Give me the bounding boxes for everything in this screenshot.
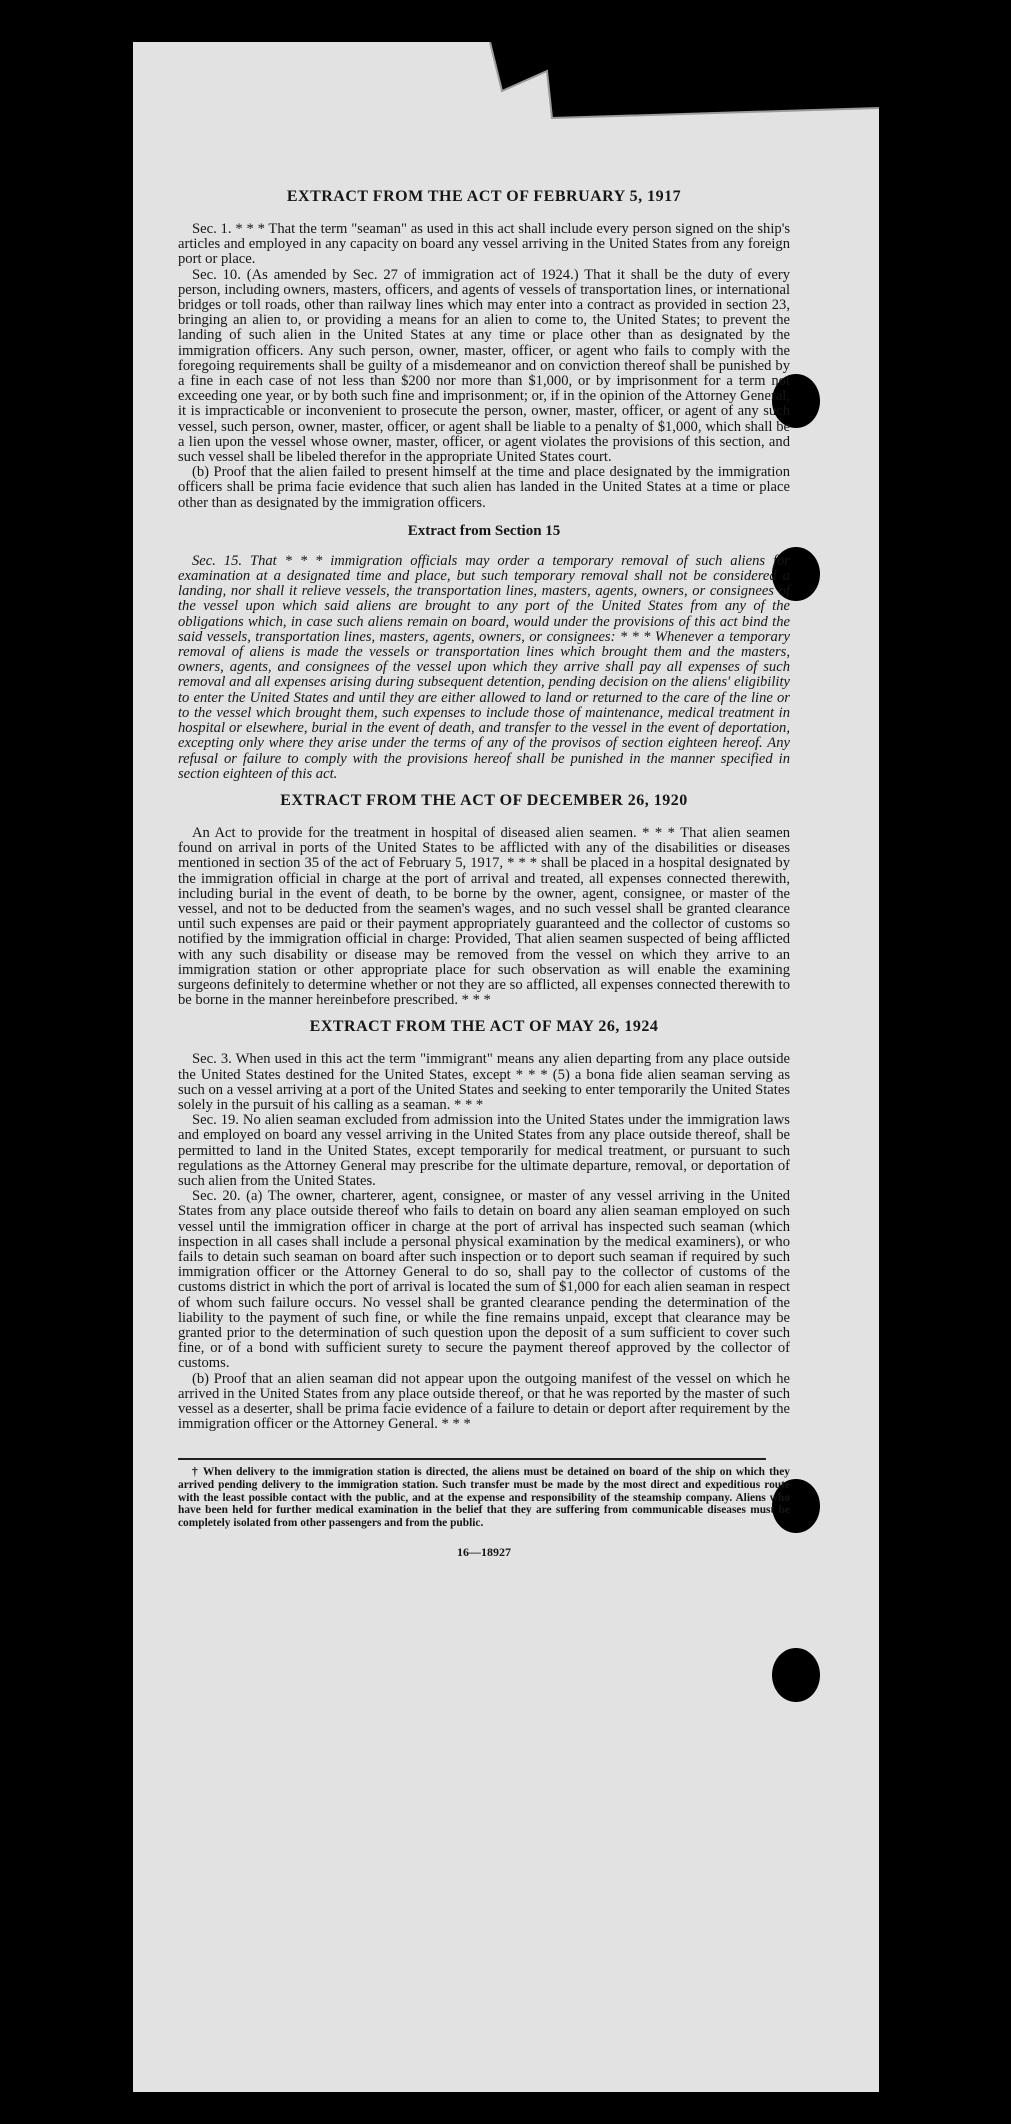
punch-hole xyxy=(772,1648,820,1702)
heading-act-1920: EXTRACT FROM THE ACT OF DECEMBER 26, 1920 xyxy=(280,791,688,809)
section-15-text: Sec. 15. That * * * immigration officials may order a temporary removal of such aliens for examination at a designated time and place, but such temporary removal shall not be considered a landing, nor shall it relieve vessels, the transportation lines, masters, agents, owners, or consignees of the vessel upon which said aliens are brought to any port of the United States from any of the obligations which, in case such aliens remain on board, would under the provisions of this act bind the said vessels, transportation lines, masters, agents, owners, or consignees: * * * Whenever a temporary removal of aliens is made the vessels or transportation lines which brought them and the masters, owners, agents, and consignees of the vessel upon which they arrive shall pay all expenses of such removal and all expenses arising during subsequent detention, pending decision on the aliens' eligibility to enter the United States and until they are either allowed to land or returned to the care of the line or to the vessel which brought them, such expenses to include those of maintenance, medical treatment in hospital or elsewhere, burial in the event of death, and transfer to the vessel in the event of deportation, excepting only where they arise under the terms of any of the provisos of section eighteen hereof. Any refusal or failure to comply with the provisions hereof shall be punished in the manner specified in section eighteen of this act. xyxy=(178,552,790,782)
act-1920-text: An Act to provide for the treatment in hospital of diseased alien seamen. * * * That alien seamen found on arrival in ports of the United States to be afflicted with any of the disabilities or diseases mentioned in section 35 of the act of February 5, 1917, * * * shall be placed in a hospital designated by the immigration official in charge at the port of arrival and treated, all expenses connected therewith, including burial in the event of death, to be borne by the owner, agent, consignee, or master of the vessel, and not to be deducted from the seamen's wages, and no such vessel shall be granted clearance until such expenses are paid or their payment appropriately guaranteed and the collector of customs so notified by the immigration official in charge: Provided, That alien seamen suspected of being afflicted with any such disability or disease may be removed from the vessel on which they arrive to an immigration station or other appropriate place for such observation as will enable the examining surgeons definitely to determine whether or not they are so afflicted, all expenses connected therewith to be borne in the manner hereinbefore prescribed. * * * xyxy=(178,824,790,1009)
footnote-text: † When delivery to the immigration station is directed, the aliens must be detained on board of the ship on which they arrived pending delivery to the immigration station. Such transfer must be made by the most direct and expeditious route with the least possible contact with the public, and at the expense and responsibility of the steamship company. Aliens who have been held for further medical examination in the belief that they are suffering from communicable diseases must be completely isolated from other passengers and from the public. xyxy=(178,1466,790,1529)
document-body xyxy=(178,178,790,1560)
form-code: 16—18927 xyxy=(457,1545,511,1560)
section-10b-text: (b) Proof that the alien failed to present himself at the time and place designated by the immigration officers shall be prima facie evidence that such alien has landed in the United States at a time or place other than as designated by the immigration officers. xyxy=(178,464,790,511)
section-20b-text: (b) Proof that an alien seaman did not appear upon the outgoing manifest of the vessel on which he arrived in the United States from any place outside thereof, or that he was reported by the master of such vessel as a deserter, shall be prima facie evidence of a failure to detain or deport after requirement by the immigration officer or the Attorney General. * * * xyxy=(178,1370,790,1433)
heading-section-15: Extract from Section 15 xyxy=(407,522,561,539)
section-10-text: Sec. 10. (As amended by Sec. 27 of immigration act of 1924.) That it shall be the duty of every person, including owners, masters, officers, and agents of vessels of transportation lines, or international bridges or toll roads, other than railway lines which may enter into a contract as provided in section 23, bringing an alien to, or providing a means for an alien to come to, the United States; to prevent the landing of such alien in the United States at any time or place other than as designated by the immigration officers. Any such person, owner, master, officer, or agent who fails to comply with the foregoing requirements shall be guilty of a misdemeanor and on conviction thereof shall be punished by a fine in each case of not less than $200 nor more than $1,000, or by imprisonment for a term not exceeding one year, or by both such fine and imprisonment; or, if in the opinion of the Attorney General, it is impracticable or inconvenient to prosecute the person, owner, master, officer, or agent of any such vessel, such person, owner, master, officer, or agent shall be liable to a penalty of $1,000, which shall be a lien upon the vessel whose owner, master, officer, or agent violates the provisions of this section, and such vessel shall be libeled therefor in the appropriate United States court. xyxy=(178,266,790,466)
section-20-text: Sec. 20. (a) The owner, charterer, agent, consignee, or master of any vessel arriving in the United States from any place outside thereof who fails to detain on board any alien seaman employed on such vessel until the immigration officer in charge at the port of arrival has inspected such seaman (which inspection in all cases shall include a personal physical examination by the medical examiners), or who fails to detain such seaman on board after such inspection or to deport such seaman if required by such immigration officer or the Attorney General to do so, shall pay to the collector of customs of the customs district in which the port of arrival is located the sum of $1,000 for each alien seaman in respect of whom such failure occurs. No vessel shall be granted clearance pending the determination of the liability to the payment of such fine, or while the fine remains unpaid, except that clearance may be granted prior to the determination of such question upon the deposit of a sum sufficient to cover such fine, or of a bond with sufficient surety to secure the payment thereof approved by the collector of customs. xyxy=(178,1188,790,1372)
footnote-divider xyxy=(178,1458,766,1460)
section-1-text: Sec. 1. * * * That the term "seaman" as used in this act shall include every person signed on the ship's articles and employed in any capacity on board any vessel arriving in the United States from any foreign port or place. xyxy=(178,221,790,268)
heading-act-1917: EXTRACT FROM THE ACT OF FEBRUARY 5, 1917 xyxy=(286,188,682,205)
section-19-text: Sec. 19. No alien seaman excluded from admission into the United States under the immigration laws and employed on board any vessel arriving in the United States from any place outside thereof, shall be permitted to land in the United States, except temporarily for medical treatment, or pursuant to such regulations as the Attorney General may prescribe for the ultimate departure, removal, or deportation of such alien from the United States. xyxy=(178,1112,790,1189)
heading-act-1924: EXTRACT FROM THE ACT OF MAY 26, 1924 xyxy=(309,1018,659,1036)
section-3-text: Sec. 3. When used in this act the term "immigrant" means any alien departing from any place outside the United States destined for the United States, except * * * (5) a bona fide alien seaman serving as such on a vessel arriving at a port of the United States and seeking to enter temporarily the United States solely in the pursuit of his calling as a seaman. * * * xyxy=(178,1051,790,1113)
